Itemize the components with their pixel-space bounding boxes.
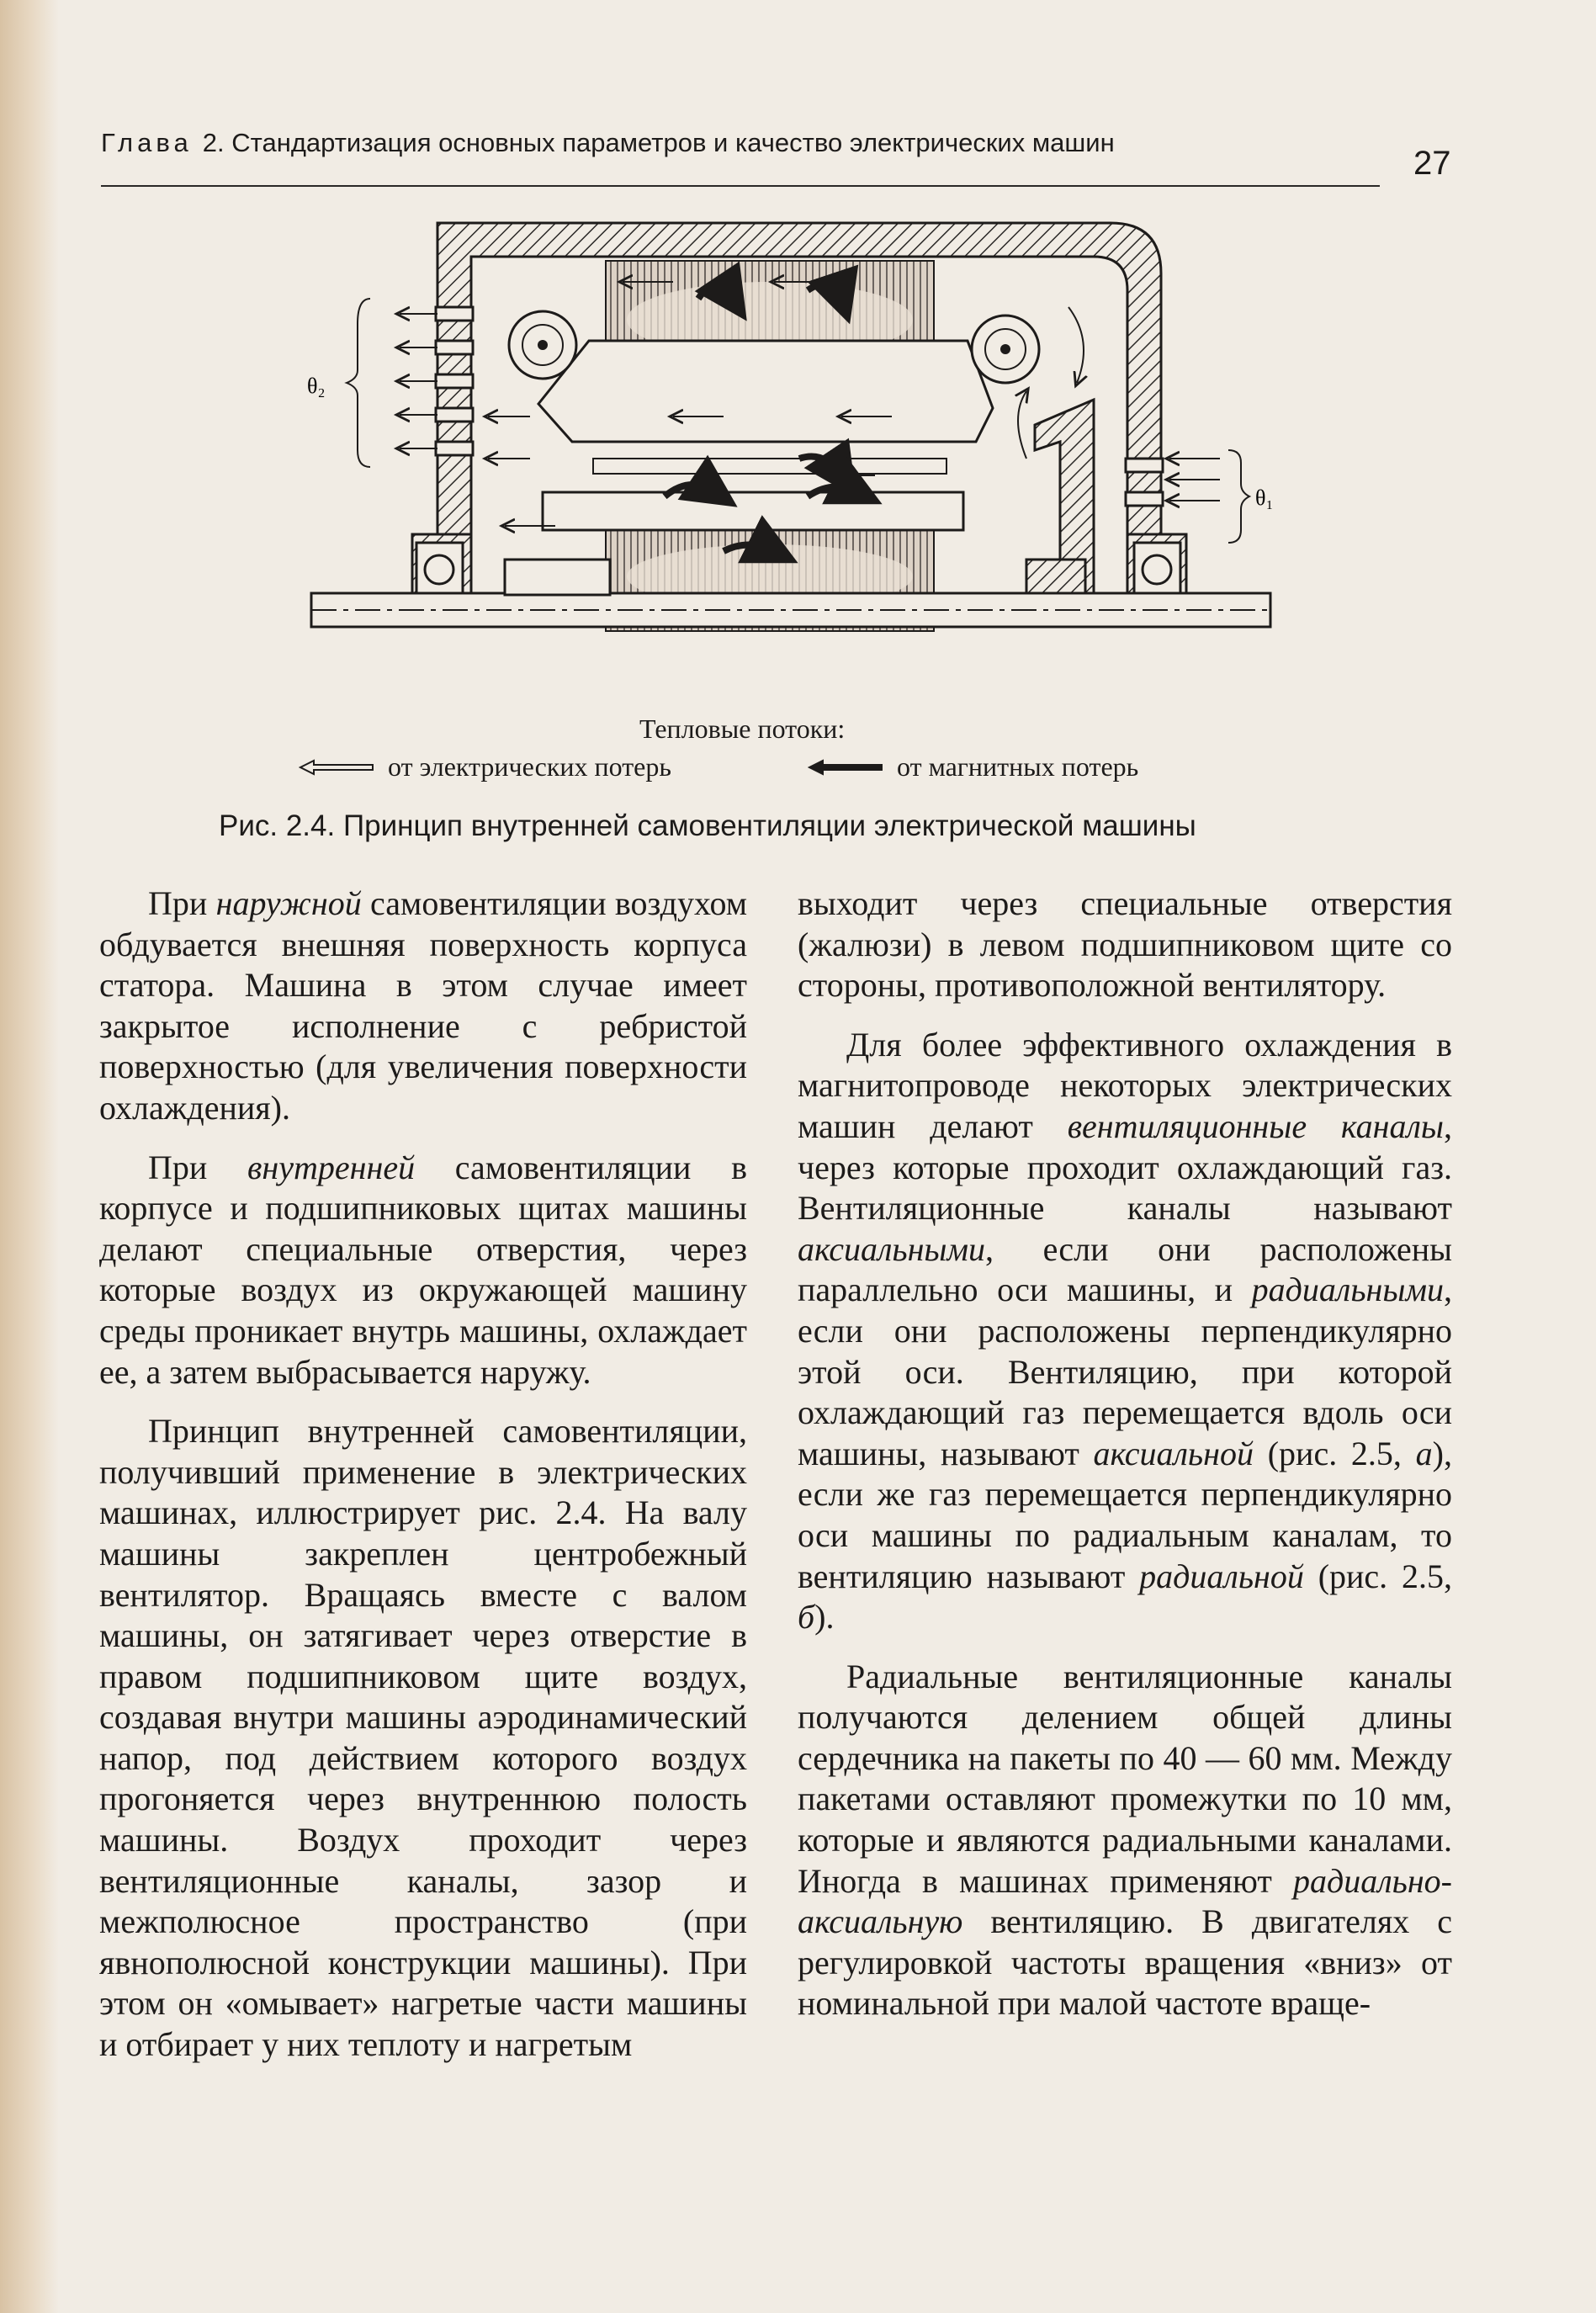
chapter-title-text: 2. Стандартизация основных параметров и качество электрических машин [202, 128, 1115, 157]
theta1-label: θ₁ [1255, 485, 1274, 510]
rotor-winding [543, 492, 963, 530]
paragraph [798, 1657, 1452, 2024]
solid-arrow-icon [808, 759, 883, 776]
text-run: Для более эффективного охлаждения в магнитопроводе некоторых электрических машин делают [798, 1025, 1452, 1145]
paragraph [99, 883, 747, 1129]
left-column [99, 883, 747, 2084]
text-run: (рис. 2.5, [1253, 1434, 1416, 1472]
figure-caption: Рис. 2.4. Принцип внутренней самовентиляции электрической машины [219, 809, 1196, 842]
text-run: , если они расположены параллельно оси машины, и [798, 1229, 1452, 1309]
italic-term: б [798, 1598, 815, 1637]
text-run: ). [814, 1598, 835, 1637]
paragraph [798, 1025, 1452, 1638]
text-run: , если они расположены перпендикулярно этой оси. Вентиляцию, при которой охлаждающий газ перемещается вдоль оси машины, называют [798, 1271, 1452, 1472]
theta2-label: θ₂ [307, 374, 326, 398]
inflow-arrows [1169, 459, 1220, 501]
italic-term: внутренней [247, 1148, 416, 1186]
paragraph: выходит через специальные отверстия (жалюзи) в левом подшипниковом щите со стороны, противоположной вентилятору. [798, 884, 1452, 1005]
machine-diagram [286, 206, 1329, 795]
text-run: Радиальные вентиляционные каналы получаются делением общей длины сердечника на пакеты по 40 — 60 мм. Между пакетами оставляют промежутки по 10 мм, которые и являются радиальными каналами. Иногда в машинах применяют [798, 1657, 1452, 1900]
italic-term: аксиальной [1093, 1434, 1254, 1472]
text-run: самовентиляции воздухом обдувается внешняя поверхность корпуса статора. Машина в этом случае имеет закрытое исполнение с ребристой поверхностью (для увеличения поверхности охлаждения). [99, 884, 748, 1127]
bearing-left [416, 543, 463, 597]
bearing-right [1134, 543, 1180, 597]
text-run: (рис. 2.5, [1303, 1557, 1452, 1595]
paragraph [99, 1148, 747, 1393]
paragraph: Принцип внутренней самовентиляции, получивший применение в электрических машинах, иллюстрирует рис. 2.4. На валу машины закреплен центробежный вентилятор. Вращаясь вместе с валом машины, он затягивает через отверстие в правом подшипниковом щите воздух, создавая внутри машины аэродинамический напор, под действием которого воздух прогоняется через внутреннюю полость машины. Воздух проходит через вентиляционные каналы, зазор и межполюсное пространство (при явнополюсной конструкции машины). При этом он «омывает» нагретые части машины и отбирает у них теплоту и нагретым [99, 1412, 747, 2064]
stator-winding [538, 341, 993, 442]
text-run: При [148, 884, 216, 922]
text-run: ), если же газ перемещается перпендикулярно оси машины по радиальным каналам, то вентиляцию называют [798, 1434, 1452, 1595]
legend-magnetic [808, 751, 1138, 782]
italic-term: радиальными [1251, 1271, 1444, 1309]
legend-electric-text: от электрических потерь [388, 751, 671, 782]
chapter-title [101, 126, 1115, 160]
page-number: 27 [1413, 145, 1451, 182]
legend-magnetic-text: от магнитных потерь [897, 751, 1139, 782]
right-column [798, 883, 1452, 2043]
text-run: При [148, 1148, 248, 1186]
italic-term: радиальной [1139, 1557, 1304, 1595]
italic-term: радиально-аксиальную [798, 1861, 1452, 1941]
hollow-arrow-icon [299, 759, 374, 776]
fan-left [509, 311, 576, 379]
theta2-label-group [307, 299, 370, 467]
chapter-label: Глава [101, 128, 193, 157]
running-header [101, 126, 1380, 187]
italic-term: вентиляционные каналы [1067, 1106, 1444, 1145]
italic-term: наружной [215, 884, 362, 922]
italic-term: а [1415, 1434, 1433, 1472]
legend-electric [299, 751, 671, 782]
text-run: вентиляцию. В двигателях с регулировкой частоты вращения «вниз» от номинальной при малой частоте враще- [798, 1902, 1452, 2023]
text-run: , через которые проходит охлаждающий газ. Вентиляционные каналы называют [798, 1106, 1452, 1228]
page-spine-shadow [0, 0, 59, 2313]
fan-right [972, 316, 1039, 383]
theta1-label-group [1228, 450, 1274, 543]
outflow-arrows [400, 314, 437, 448]
text-run: самовентиляции в корпусе и подшипниковых щитах машины делают специальные отверстия, через которые воздух из окружающей машину среды проникает внутрь машины, охлаждает ее, а затем выбрасывается наружу. [99, 1148, 747, 1391]
italic-term: аксиальными [798, 1229, 986, 1268]
legend-title: Тепловые потоки: [639, 714, 846, 744]
